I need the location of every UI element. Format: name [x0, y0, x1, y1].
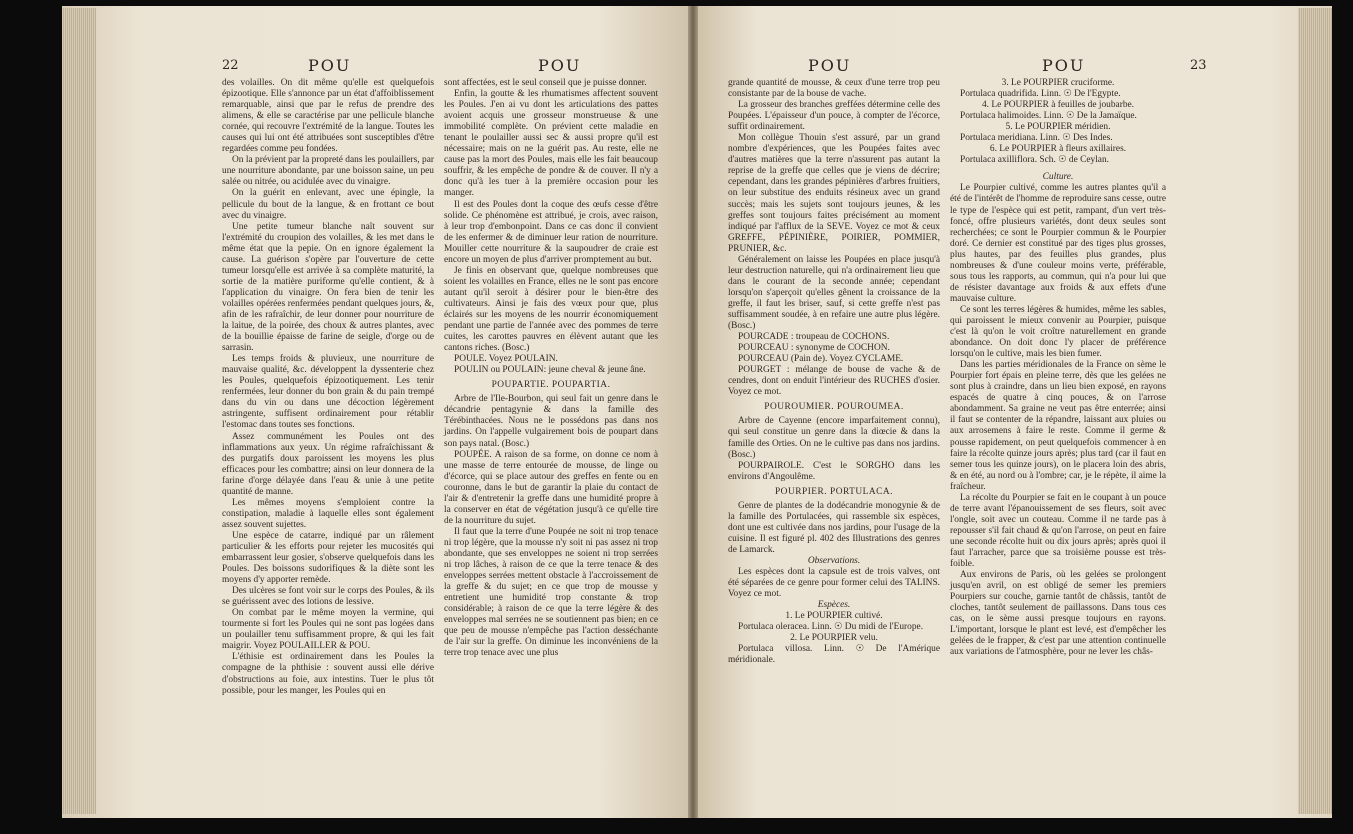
right-page-edges — [1298, 8, 1332, 814]
heading-pouroumier: POUROUMIER. POUROUMEA. — [764, 402, 904, 413]
species-latin: Portulaca quadrifida. Linn. ☉ De l'Egypte. — [960, 89, 1121, 100]
left-page-edges — [62, 8, 96, 814]
left-running-head-1: POU — [308, 56, 352, 75]
heading-poupartie: POUPARTIE. POUPARTIA. — [491, 380, 611, 391]
entry-pourceau: POURCEAU : synonyme de COCHON. — [738, 343, 890, 354]
entry-pourceau-pain: POURCEAU (Pain de). Voyez CYCLAME. — [738, 354, 904, 365]
right-running-head-2: POU — [1042, 56, 1086, 75]
left-column-2 — [444, 78, 658, 659]
paragraph: Mon collègue Thouin s'est assuré, par un grand nombre d'expériences, que les Poupées faites avec d'autres matières que la terre n'assurent pas autant la reprise de la greffe que celles que je viens de décrire; cependant, dans les grandes pépinières d'arbres fruitiers, on leur substitue des enduits résineux avec un grand succès; mais les sujets sont toujours jeunes, & les greffes sont toujours faites précisément au moment indiqué par l'afflux de la SEVE. Voyez ce mot & ceux GREFFE, PÉPINIÈRE, POIRIER, POMMIER, PRUNIER, &c. — [728, 133, 940, 254]
right-column-2 — [950, 78, 1166, 658]
paragraph: Les mêmes moyens s'emploient contre la constipation, maladie à laquelle elles sont également assez souvent sujettes. — [222, 497, 434, 530]
heading-pourpier: POURPIER. PORTULACA. — [774, 486, 894, 497]
right-page-number: 23 — [1190, 58, 1207, 73]
paragraph: La récolte du Pourpier se fait en le coupant à un pouce de terre avant l'épanouissement de ses fleurs, soit avec l'ongle, soit avec un couteau. Comme il ne tarde pas à repousser s'il fait chaud & qu'on l'arrose, on peut en faire une seconde récolte huit ou dix jours après; après quoi il faut l'arracher, parce que sa troisième pousse est très-foible. — [950, 492, 1166, 570]
left-running-head-2: POU — [538, 56, 582, 75]
paragraph: Ce sont les terres légères & humides, même les sables, qui paroissent le mieux convenir au Pourpier, puisque c'est là qu'on le voit croître naturellement en grande abondance. On doit donc l'y placer de préférence lorsqu'on le cultive, mais les bien fumer. — [950, 304, 1166, 360]
left-page-number: 22 — [222, 58, 239, 73]
paragraph: La grosseur des branches greffées détermine celle des Poupées. L'épaisseur d'un pouce, à compter de l'écorce, suffit ordinairement. — [728, 100, 940, 133]
species-item: 3. Le POURPIER cruciforme. — [1001, 78, 1115, 88]
species-latin: Portulaca halimoides. Linn. ☉ De la Jamaïque. — [960, 111, 1137, 122]
species-item: 2. Le POURPIER velu. — [790, 633, 878, 644]
paragraph: Assez communément les Poules ont des inflammations aux yeux. Un régime rafraîchissant & des purgatifs doux paroissent les moyens les plus efficaces pour les combattre; ainsi on leur donnera de la farine d'orge délayée dans l'eau & unie à une petite quantité de manne. — [222, 431, 434, 497]
paragraph: des volailles. On dit même qu'elle est quelquefois épizootique. Elle s'annonce par un état d'affoiblissement remarquable, ainsi que par le refus de prendre des alimens, & elle se caractérise par une pellicule blanche cornée, qui recouvre l'extrémité de la langue. Toutes les causes qui lui ont été attribuées sont susceptibles d'être regardées comme peu fondées. — [222, 78, 434, 155]
subheading-observations: Observations. — [807, 555, 861, 566]
species-latin: Portulaca oleracea. Linn. ☉ Du midi de l'Europe. — [738, 622, 924, 633]
paragraph: On combat par le même moyen la vermine, qui tourmente si fort les Poules qui ne sont pas logées dans un poulailler tenu suffisamment propre, & qui les fait maigrir. Voyez POULAILLER & POU. — [222, 608, 434, 652]
subheading-culture: Culture. — [1042, 172, 1074, 183]
paragraph: On la prévient par la propreté dans les poulaillers, par une nourriture abondante, par une boisson saine, un peu salée ou nitrée, ou acidulée avec du vinaigre. — [222, 155, 434, 188]
species-item: 6. Le POURPIER à fleurs axillaires. — [989, 144, 1127, 155]
paragraph: Enfin, la goutte & les rhumatismes affectent souvent les Poules. J'en ai vu dont les articulations des pattes avoient acquis une grosseur monstrueuse & une immobilité complète. On prévient cette maladie en tenant le poulailler aussi sec & aussi propre qu'il est nécessaire; mais on ne la guérit pas. Au reste, elle ne cause pas la mort des Poules, mais elle les fait beaucoup souffrir, & les empêche de pondre & de couver. Il n'y a donc qu'à les tuer à la première occasion pour les manger. — [444, 89, 658, 199]
paragraph: Une espèce de catarre, indiqué par un râlement particulier & les efforts pour rejeter les mucosités qui embarrassent leur gosier, s'observe quelquefois dans les Poules. Des boissons sudorifiques & la diète sont les moyens d'y apporter remède. — [222, 530, 434, 586]
entry-pourpairole: POURPAIROLE. C'est le SORGHO dans les environs d'Angoulême. — [728, 460, 940, 482]
paragraph: On la guérit en enlevant, avec une épingle, la pellicule du bout de la langue, & en frottant ce bout avec du vinaigre. — [222, 188, 434, 221]
species-item: 1. Le POURPIER cultivé. — [785, 611, 883, 622]
book-gutter — [688, 6, 698, 818]
paragraph: Dans les parties méridionales de la France on sème le Pourpier fort épais en pleine terre, dès que les gelées ne sont plus à craindre, dans un lieu bien exposé, en rayons espacés de quatre à cinq pouces, & on l'arrose abondamment. Sa graine ne veut pas être enterrée; ainsi il faut se contenter de la répandre, laissant aux pluies ou aux arrosemens à faire le reste. Comme il germe & pousse rapidement, on peut quelquefois commencer à en faire la récolte quinze jours après; plus tard (car il faut en semer tous les quinze jours), on le placera loin des abris, & en été, au nord ou à l'ombre; car, je le répète, il aime la fraîcheur. — [950, 360, 1166, 492]
entry-poupee: POUPÉE. A raison de sa forme, on donne ce nom à une masse de terre entourée de mousse, de linge ou d'écorce, qui se place autour des greffes en fente ou en couronne, dans le but de garantir la plaie du contact de l'air & d'entretenir la greffe dans une humidité propre à la conserver en état de végétation jusqu'à ce qu'elle tire de la nourriture du sujet. — [444, 449, 658, 526]
paragraph: L'éthisie est ordinairement dans les Poules la compagne de la phthisie : souvent aussi elle dérive d'obstructions au foie, aux intestins. Tuer le plus tôt possible, pour les manger, les Poules qui en — [222, 652, 434, 696]
paragraph: grande quantité de mousse, & ceux d'une terre trop peu consistante par de la bouse de vache. — [728, 78, 940, 100]
entry-pourcade: POURCADE : troupeau de COCHONS. — [738, 332, 890, 343]
paragraph: Arbre de Cayenne (encore imparfaitement connu), qui seul constitue un genre dans la diœcie & dans la famille des Orties. On ne le cultive pas dans nos jardins. (Bosc.) — [728, 416, 940, 460]
paragraph: Des ulcères se font voir sur le corps des Poules, & ils se guérissent avec des lotions de lessive. — [222, 586, 434, 608]
paragraph: sont affectées, est le seul conseil que je puisse donner. — [444, 78, 647, 88]
right-column-1 — [728, 78, 940, 666]
paragraph: Les temps froids & pluvieux, une nourriture de mauvaise qualité, &c. développent la dyssenterie chez les Poules, quelquefois épizootiquement. Les tenir renfermées, leur donner du bon grain & du pain trempé dans du vin ou dans une décoction légèrement astringente, suffisent ordinairement pour rétablir l'estomac dans toutes ses fonctions. — [222, 354, 434, 431]
paragraph: Aux environs de Paris, où les gelées se prolongent jusqu'en avril, on est obligé de semer les premiers Pourpiers sur couche, garnie tantôt de châssis, tantôt de cloches, tantôt seulement de paillassons. Dans tous ces cas, on le sème aussi presque toujours en rayons. L'important, lorsque le plant est levé, est d'empêcher les gelées de le frapper, & c'est par une attention continuelle aux variations de l'atmosphère, pour ne lever les châs- — [950, 570, 1166, 658]
subheading-especes: Espèces. — [817, 600, 851, 611]
entry-poulin: POULIN ou POULAIN: jeune cheval & jeune âne. — [454, 365, 646, 376]
paragraph: Les espèces dont la capsule est de trois valves, ont été séparées de ce genre pour former celui des TALINS. Voyez ce mot. — [728, 567, 940, 600]
species-latin: Portulaca meridiana. Linn. ☉ Des Indes. — [960, 133, 1113, 144]
paragraph: Généralement on laisse les Poupées en place jusqu'à leur destruction naturelle, qui n'a ordinairement lieu que dans le courant de la seconde année; cependant lorsqu'on s'aperçoit qu'elles gênent la croissance de la greffe, il faut les briser, sauf, si cette greffe n'est pas suffisamment soudée, à en refaire une autre plus légère. (Bosc.) — [728, 254, 940, 332]
paragraph: Arbre de l'Ile-Bourbon, qui seul fait un genre dans le décandrie pentagynie & dans la famille des Térébinthacées. Nous ne le possédons pas dans nos jardins. On l'appelle vulgairement bois de poupart dans son pays natal. (Bosc.) — [444, 394, 658, 449]
species-item: 4. Le POURPIER à feuilles de joubarbe. — [981, 100, 1135, 111]
entry-pourget: POURGET : mélange de bouse de vache & de cendres, dont on enduit l'intérieur des RUCHES d'osier. Voyez ce mot. — [728, 365, 940, 398]
paragraph: Je finis en observant que, quelque nombreuses que soient les volailles en France, elles ne le sont pas encore autant qu'il seroit à désirer pour le bien-être des cultivateurs. Ainsi je fais des vœux pour que, plus éclairés sur les moyens de les nourrir économiquement pendant une partie de l'année avec des pommes de terre cuites, les carottes pauvres en élèvent autant que les cantons riches. (Bosc.) — [444, 265, 658, 354]
species-item: 5. Le POURPIER méridien. — [1005, 122, 1111, 133]
paragraph: Une petite tumeur blanche naît souvent sur l'extrémité du croupion des volailles, & les met dans le même état que la pepie. On en ignore également la cause. La guérison s'opère par l'ouverture de cette tumeur lorsqu'elle est arrivée à sa complète maturité, la sortie de la matière puriforme qu'elle contient, & à l'application du vinaigre. On fera bien de tenir les volailles opérées renfermées pendant quelques jours, &, afin de les rafraîchir, de leur donner pour nourriture de la laitue, de la poirée, des choux & autres plantes, avec de la bouillie épaisse de farine de seigle, d'orge ou de sarrasin. — [222, 221, 434, 354]
paragraph: Le Pourpier cultivé, comme les autres plantes qu'il a été de l'intérêt de l'homme de reproduire sans cesse, outre le type de l'espèce qui est petit, rampant, d'un vert très-foncé, offre plusieurs variétés, dont deux seules sont recherchées; ce sont le Pourpier commun & le Pourpier doré. Ce dernier est constitué par des tiges plus grosses, plus hautes, par des feuilles plus grandes, plus nombreuses & d'une couleur moins verte, préférable, sous tous les rapports, au commun, qui n'a pour lui que de résister davantage aux froids & aux effets d'une mauvaise culture. — [950, 183, 1166, 304]
species-latin: Portulaca villosa. Linn. ☉ De l'Amérique méridionale. — [728, 644, 940, 666]
paragraph: Il faut que la terre d'une Poupée ne soit ni trop tenace ni trop légère, que la mousse n'y soit ni pas assez ni trop abondante, que ses enveloppes ne soient ni trop serrées ni trop lâches, à raison de ce que la terre tenace & des enveloppes serrées mettent obstacle à l'accroissement de la greffe & du sujet; en ce que trop de mousse y entretient une humidité trop constante & trop considérable; à raison de ce que la terre légère & des enveloppes mal serrées ne se soutiennent pas bien; en ce que peu de mousse n'empêche pas l'action desséchante de l'air sur la greffe. On diminue les inconvéniens de la terre trop tenace avec une plus — [444, 526, 658, 659]
left-column-1 — [222, 78, 434, 697]
entry-poule: POULE. Voyez POULAIN. — [454, 354, 558, 365]
paragraph: Il est des Poules dont la coque des œufs cesse d'être solide. Ce phénomène est attribué, je crois, avec raison, à leur trop d'embonpoint. Dans ce cas donc il convient de les enfermer & de diminuer leur ration de nourriture. Mouiller cette nourriture & la saupoudrer de craie est encore un moyen de plus d'arriver promptement au but. — [444, 199, 658, 265]
species-latin: Portulaca axilliflora. Sch. ☉ de Ceylan. — [960, 155, 1109, 166]
right-running-head-1: POU — [808, 56, 852, 75]
paragraph: Genre de plantes de la dodécandrie monogynie & de la famille des Portulacées, qui rassemble six espèces, dont une est cultivée dans nos jardins, pour l'usage de la cuisine. Il est figuré pl. 402 des Illustrations des genres de Lamarck. — [728, 500, 940, 555]
